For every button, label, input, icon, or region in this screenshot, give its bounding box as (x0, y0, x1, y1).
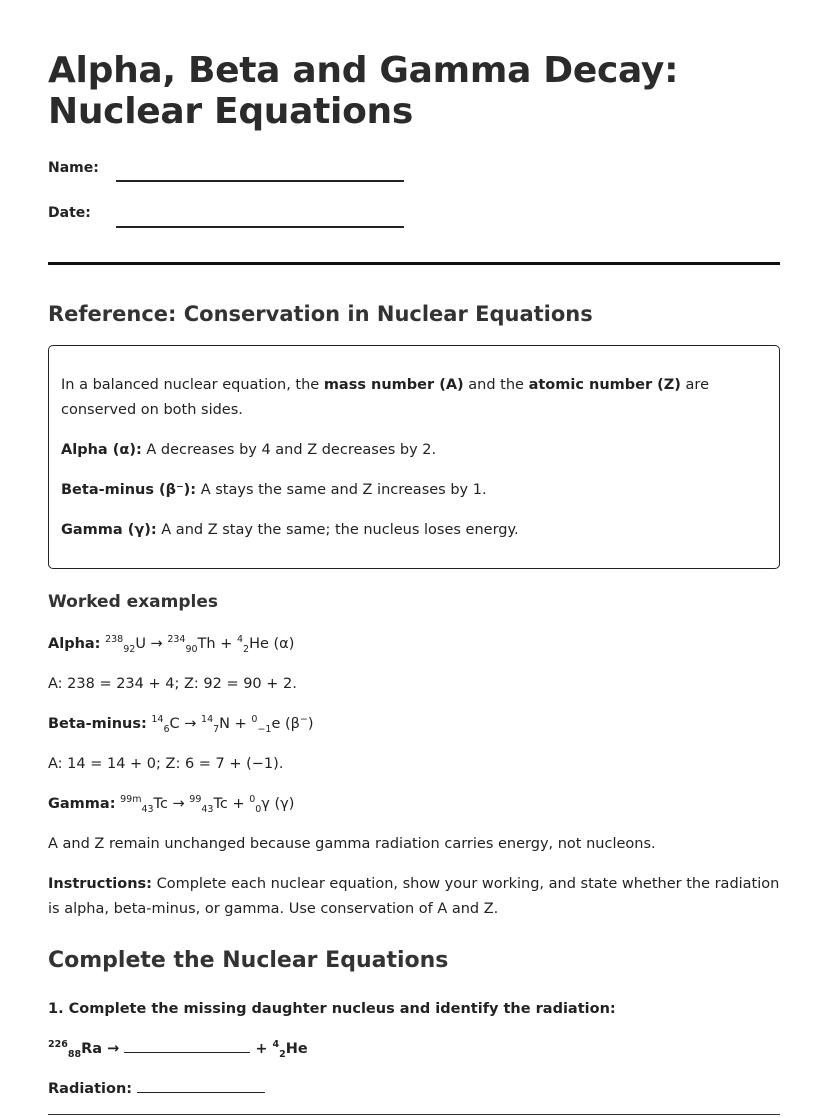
question-1-radiation-blank[interactable] (137, 1080, 265, 1093)
complete-equations-heading: Complete the Nuclear Equations (48, 948, 449, 973)
title-line-1: Alpha, Beta and Gamma Decay: (48, 50, 679, 91)
name-label: Name: (48, 160, 99, 176)
question-1-daughter-blank[interactable] (124, 1040, 250, 1053)
date-field[interactable] (116, 226, 404, 228)
reference-box (48, 345, 780, 569)
reference-heading: Reference: Conservation in Nuclear Equations (48, 302, 593, 326)
beta-example-equation: Beta-minus: $^{14}_6$C → $^{14}_7$N + $^0_{-1}$e (β−) (48, 714, 314, 735)
date-label: Date: (48, 205, 91, 221)
question-1-prompt: 1. Complete the missing daughter nucleus and identify the radiation: (48, 1001, 616, 1017)
reference-beta: Beta-minus (β⁻): A stays the same and Z increases by 1. (61, 482, 487, 498)
reference-intro: In a balanced nuclear equation, the mass number (A) and the atomic number (Z) are conserved on both sides. (61, 377, 709, 418)
instructions: Instructions: Complete each nuclear equation, show your working, and state whether the radiation is alpha, beta-minus, or gamma. Use conservation of A and Z. (48, 876, 780, 917)
question-1-radiation: Radiation: (48, 1077, 780, 1102)
alpha-example-check: A: 238 = 234 + 4; Z: 92 = 90 + 2. (48, 676, 297, 692)
gamma-example-equation: Gamma: $^{99m}_{43}$Tc → $^{99}_{43}$Tc + $^0_0$γ (γ) (48, 794, 295, 815)
alpha-example-equation: Alpha: $^{238}_{92}$U → $^{234}_{90}$Th + $^4_2$He (α) (48, 634, 295, 655)
worked-examples-heading: Worked examples (48, 592, 218, 612)
bottom-divider (48, 1114, 780, 1115)
gamma-example-note: A and Z remain unchanged because gamma radiation carries energy, not nucleons. (48, 836, 656, 852)
name-field[interactable] (116, 180, 404, 182)
title-line-2: Nuclear Equations (48, 91, 413, 132)
reference-gamma: Gamma (γ): A and Z stay the same; the nucleus loses energy. (61, 522, 519, 538)
question-1-equation: $^{226}_{88}$Ra → + $^4_2$He (48, 1039, 308, 1060)
page-title (48, 50, 678, 132)
beta-example-check: A: 14 = 14 + 0; Z: 6 = 7 + (−1). (48, 756, 284, 772)
reference-alpha: Alpha (α): A decreases by 4 and Z decreases by 2. (61, 442, 437, 458)
header-divider (48, 262, 780, 265)
